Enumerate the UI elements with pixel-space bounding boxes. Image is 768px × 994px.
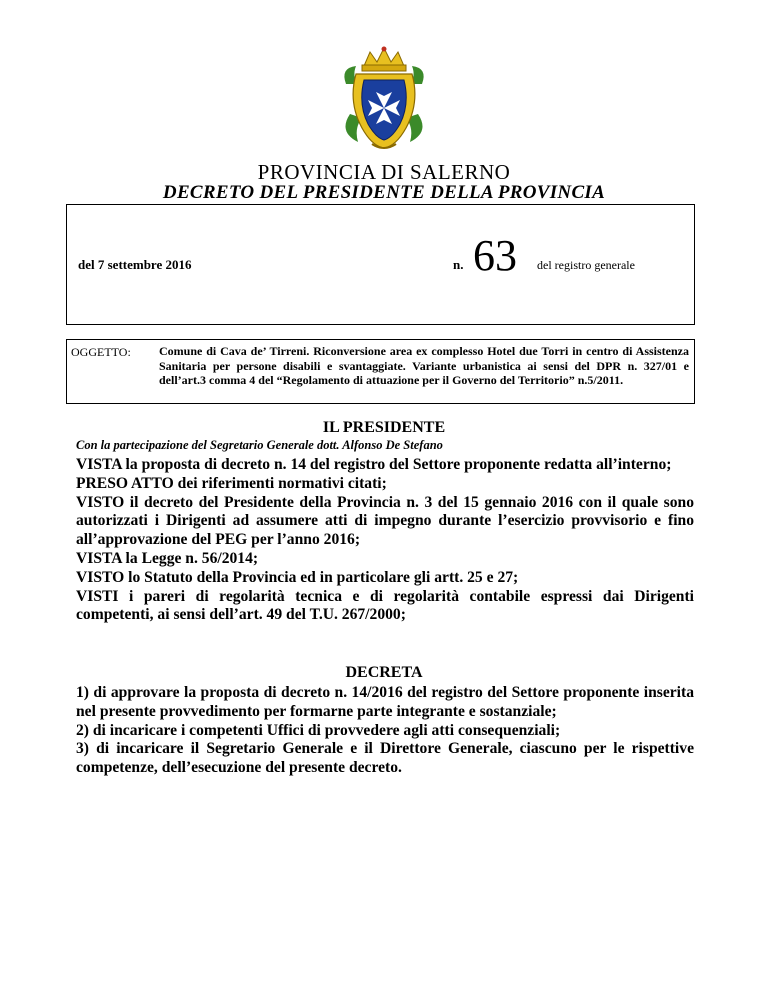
province-name: PROVINCIA DI SALERNO [257, 160, 511, 184]
decree-number: 63 [473, 231, 517, 280]
decreta-heading: DECRETA [345, 664, 423, 681]
premise-item: VISTA la proposta di decreto n. 14 del registro del Settore proponente redatta all’interno; [76, 456, 672, 473]
president-heading: IL PRESIDENTE [322, 419, 446, 436]
registration-box [66, 204, 695, 325]
premise-item: PRESO ATTO dei riferimenti normativi citati; [76, 474, 387, 492]
subject-text: Comune di Cava de’ Tirreni. Riconversione area ex complesso Hotel due Torri in centro di Assistenza Sanitaria per persone disabili e svantaggiate. Variante urbanistica ai sensi del DPR n. 327/01 e dell’art.3 comma 4 del “Regolamento di attuazione per il Governo del Territorio” n.5/2011. [159, 344, 689, 387]
premise-item: VISTI i pareri di regolarità tecnica e di regolarità contabile espressi dai Dirigenti competenti, ai sensi dell’art. 49 del T.U. 267/2000; [76, 587, 694, 624]
premise-item: VISTA la Legge n. 56/2014; [76, 549, 259, 567]
register-label: del registro generale [537, 258, 635, 272]
premise-item: VISTO il decreto del Presidente della Provincia n. 3 del 15 gennaio 2016 con il quale sono autorizzati i Dirigenti ad assumere atti di impegno durante l’esercizio provvisorio e fino all’approvazione del PEG per l’anno 2016; [76, 493, 694, 549]
subject-label: OGGETTO: [71, 345, 131, 359]
decreta-item: 3) di incaricare il Segretario Generale e il Direttore Generale, ciascuno per le rispettive competenze, dell’esecuzione del presente decreto. [76, 740, 694, 777]
number-label: n. [453, 257, 464, 272]
province-crest-icon [336, 44, 432, 152]
decreta-section [76, 684, 694, 778]
premises-section [76, 456, 694, 625]
decree-title: DECRETO DEL PRESIDENTE DELLA PROVINCIA [162, 182, 606, 203]
subject-box [66, 339, 695, 404]
decree-date: del 7 settembre 2016 [78, 257, 192, 272]
decreta-item: 2) di incaricare i competenti Uffici di provvedere agli atti consequenziali; [76, 721, 561, 739]
premise-item: VISTO lo Statuto della Provincia ed in particolare gli artt. 25 e 27; [76, 568, 519, 586]
decreta-item: 1) di approvare la proposta di decreto n. 14/2016 del registro del Settore proponente inserita nel presente provvedimento per formarne parte integrante e sostanziale; [76, 684, 694, 720]
participation-note: Con la partecipazione del Segretario Generale dott. Alfonso De Stefano [76, 438, 443, 452]
